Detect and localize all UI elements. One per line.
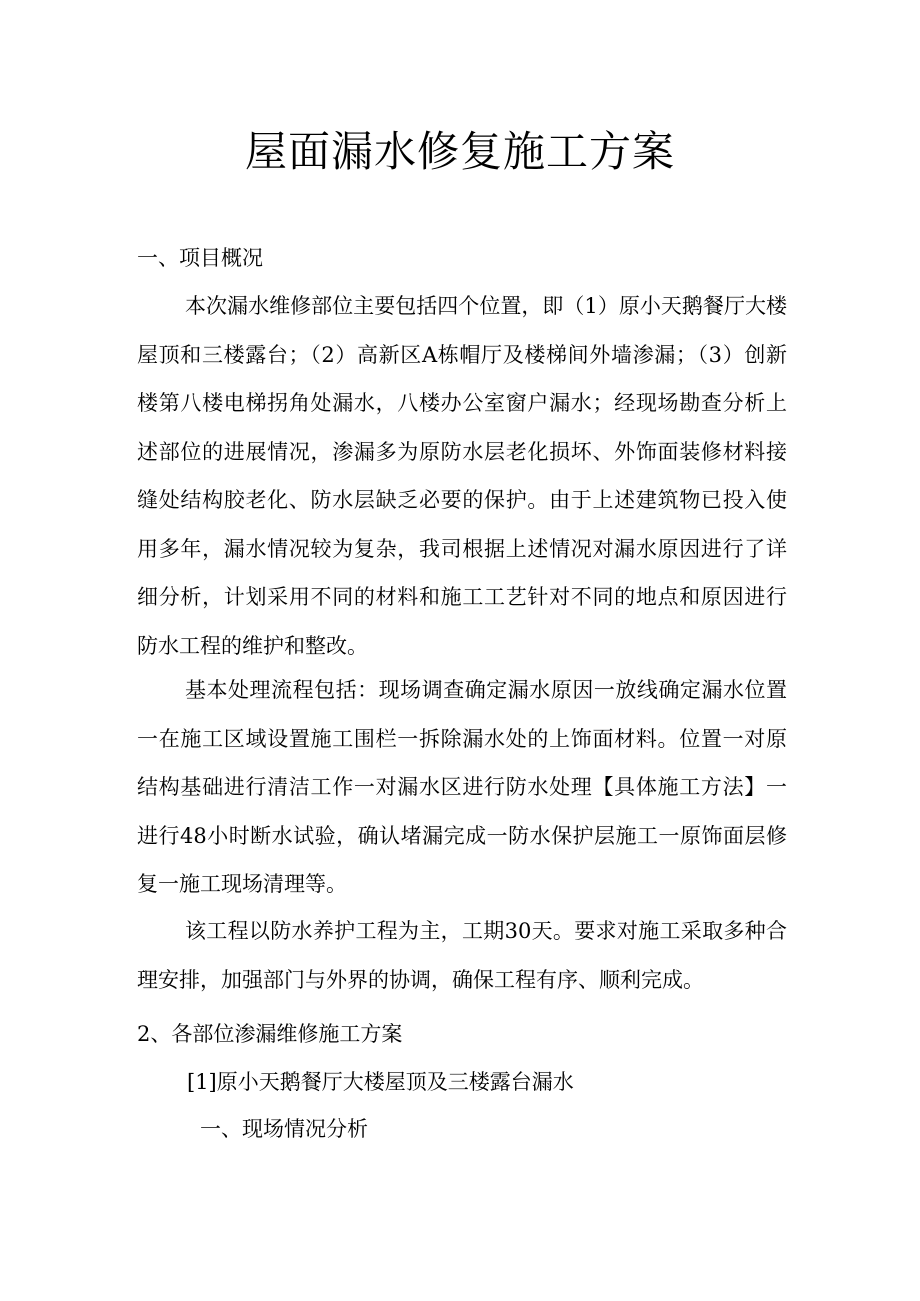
subsubsection-heading-site-analysis: 一、现场情况分析 [200,1117,368,1141]
subsection-heading-restaurant-roof: [1]原小天鹅餐厅大楼屋顶及三楼露台漏水 [187,1070,574,1094]
section-heading-repair-plans: 2、各部位渗漏维修施工方案 [137,1022,403,1046]
paragraph-schedule: 该工程以防水养护工程为主，工期30天。要求对施工采取多种合理安排，加强部门与外界的协调，确保工程有序、顺利完成。 [137,919,787,992]
document-title: 屋面漏水修复施工方案 [244,127,675,176]
paragraph-repair-locations: 本次漏水维修部位主要包括四个位置，即（1）原小天鹅餐厅大楼屋顶和三楼露台；（2）高新区A栋帽厅及楼梯间外墙渗漏；（3）创新楼第八楼电梯拐角处漏水，八楼办公室窗户漏水；经现场勘查分析上述部位的进展情况，渗漏多为原防水层老化损坏、外饰面装修材料接缝处结构胶老化、防水层缺乏必要的保护。由于上述建筑物已投入使用多年，漏水情况较为复杂，我司根据上述情况对漏水原因进行了详细分析，计划采用不同的材料和施工工艺针对不同的地点和原因进行防水工程的维护和整改。 [137,294,787,658]
paragraph-process-flow: 基本处理流程包括：现场调查确定漏水原因一放线确定漏水位置一在施工区域设置施工围栏一拆除漏水处的上饰面材料。位置一对原结构基础进行清洁工作一对漏水区进行防水处理【具体施工方法】一进行48小时断水试验，确认堵漏完成一防水保护层施工一原饰面层修复一施工现场清理等。 [137,678,787,896]
section-heading-project-overview: 一、项目概况 [137,246,263,270]
